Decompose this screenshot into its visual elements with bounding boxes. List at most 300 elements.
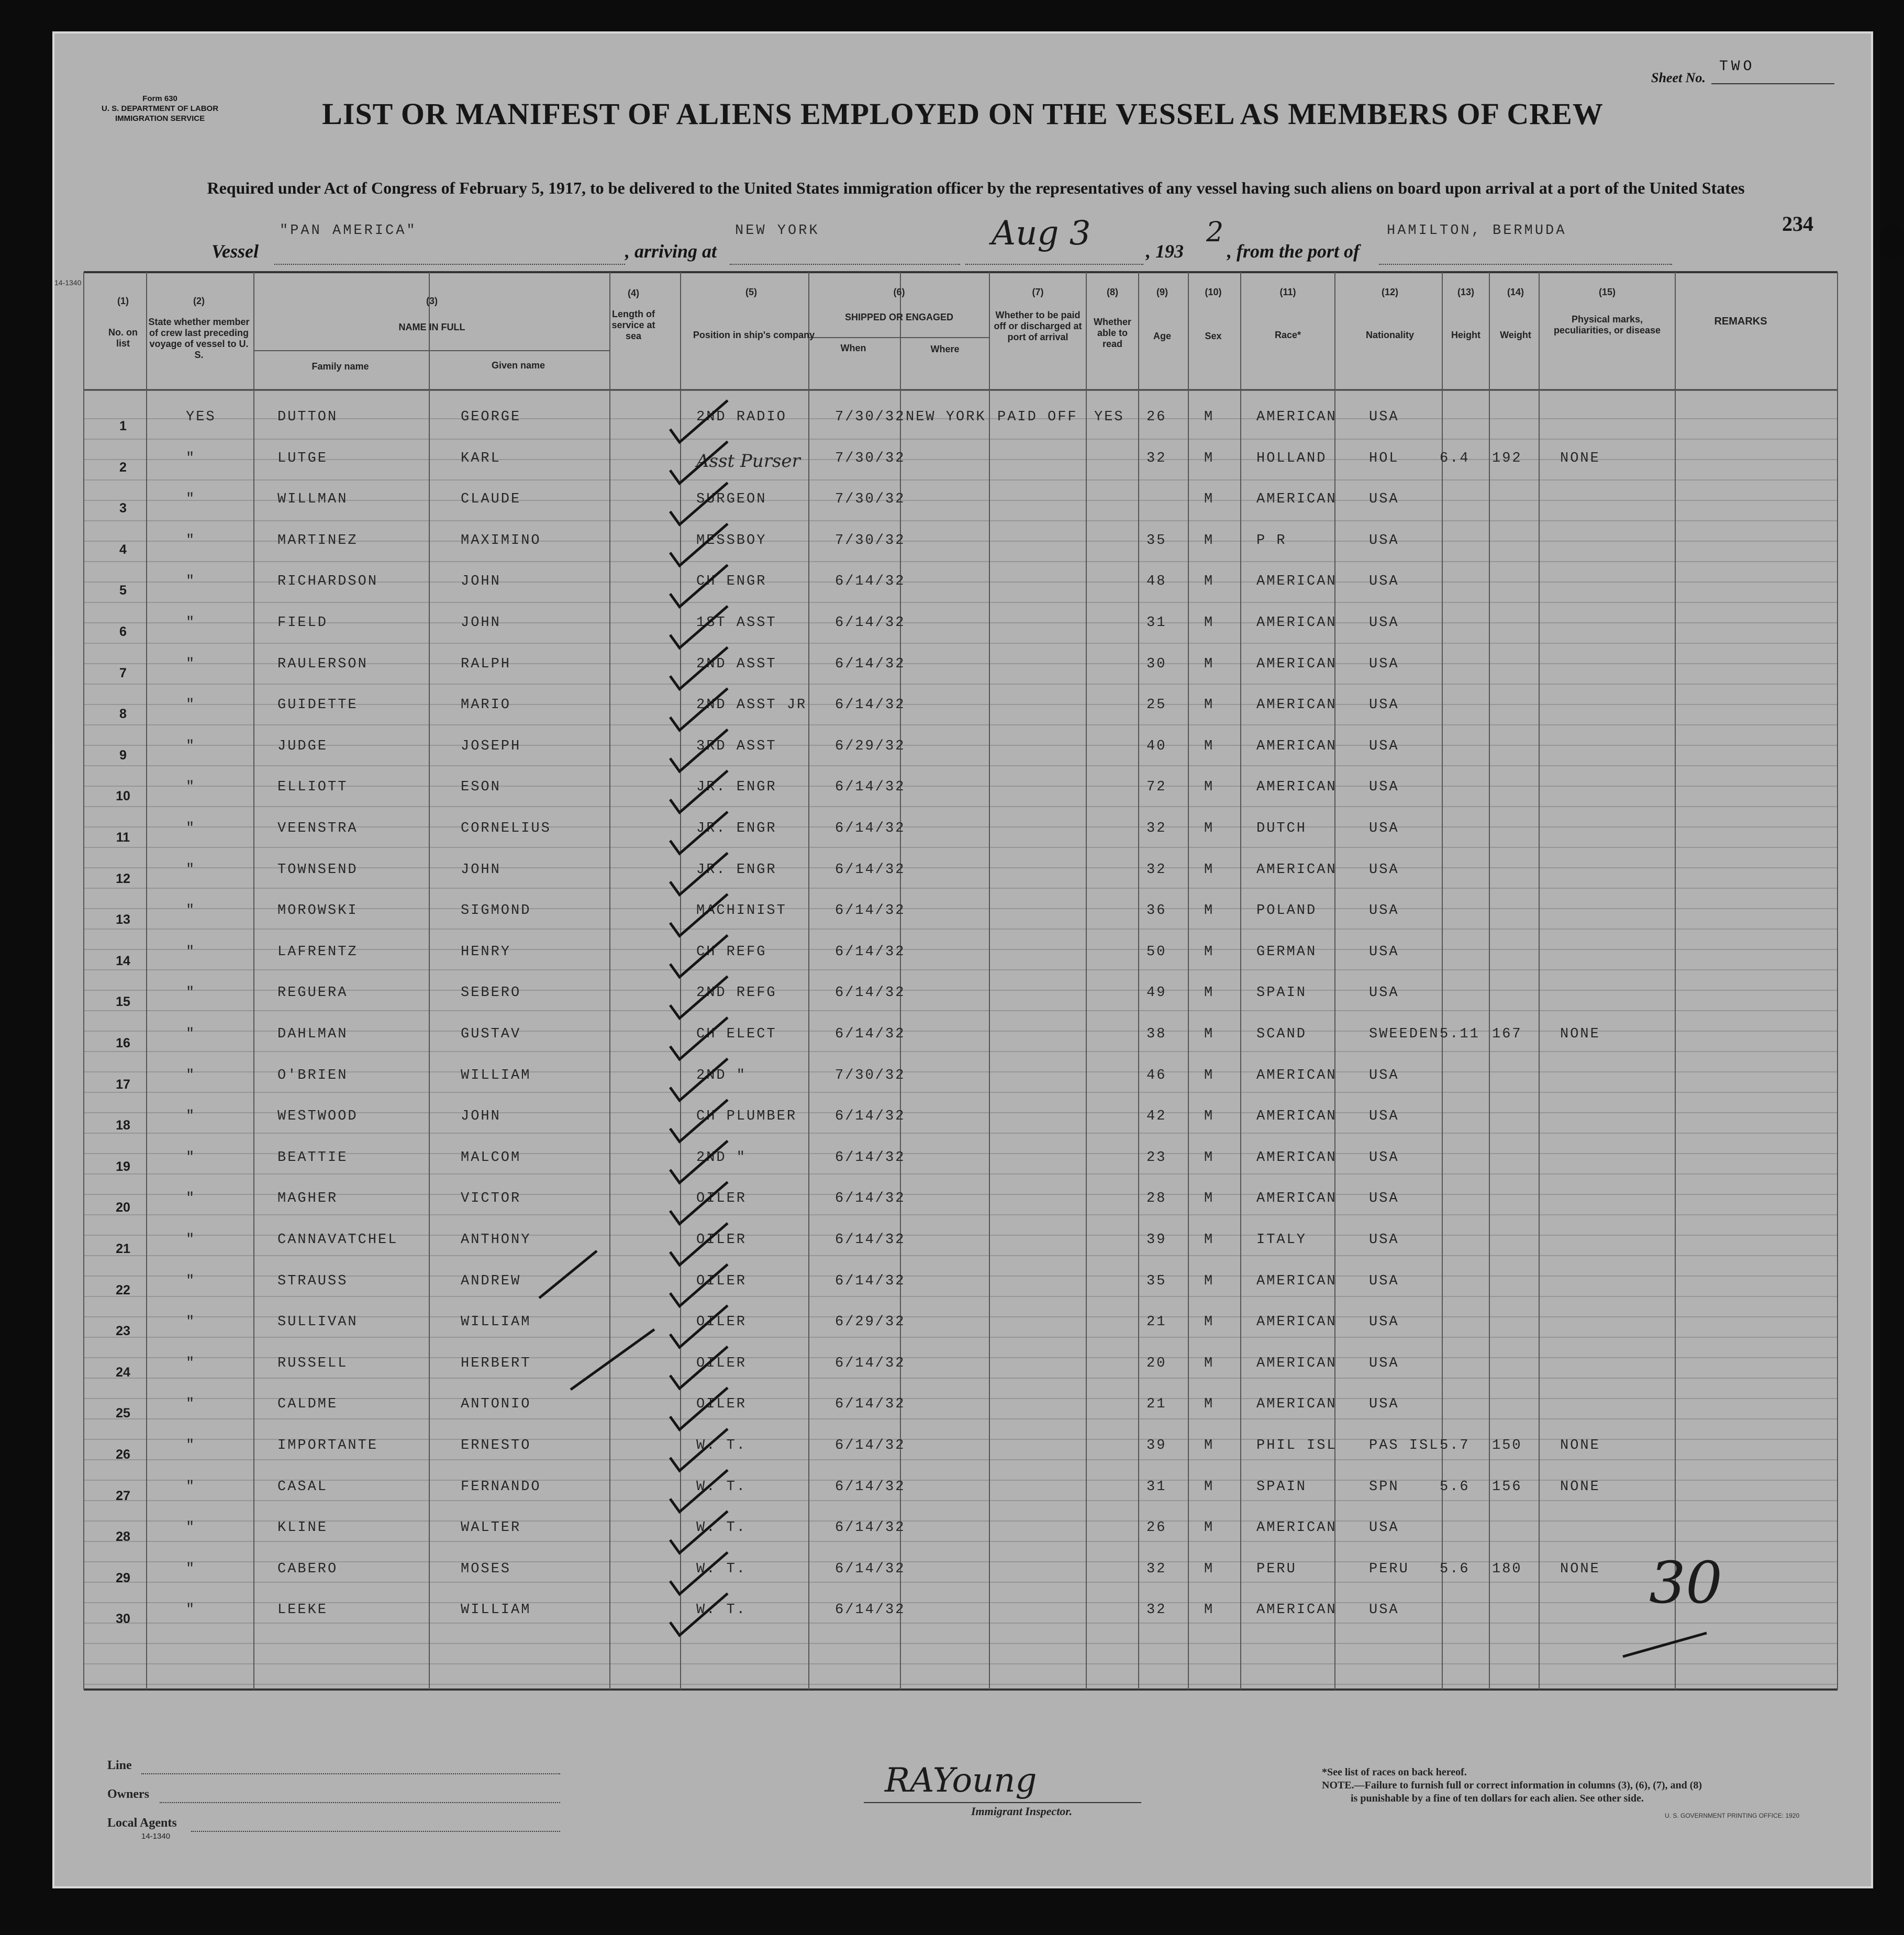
row-18-when: 6/14/32 — [835, 1109, 906, 1124]
row-check-mark — [670, 524, 728, 566]
row-24-position: OILER — [696, 1356, 747, 1371]
col-3a-header: Family name — [311, 361, 369, 372]
row-check-mark — [670, 565, 728, 607]
row-20-given: VICTOR — [461, 1191, 521, 1206]
row-11-family: VEENSTRA — [277, 821, 358, 836]
row-13-no: 13 — [116, 912, 130, 927]
row-24-when: 6/14/32 — [835, 1356, 906, 1371]
row-6-sex: M — [1204, 615, 1215, 631]
row-28-age: 26 — [1146, 1520, 1167, 1536]
row-18-sex: M — [1204, 1109, 1215, 1124]
row-28-nat: USA — [1369, 1520, 1399, 1536]
row-check-mark — [670, 1593, 728, 1635]
row-12-when: 6/14/32 — [835, 862, 906, 878]
row-11-given: CORNELIUS — [461, 821, 551, 836]
row-29-sex: M — [1204, 1561, 1215, 1577]
row-4-race: P R — [1256, 533, 1287, 549]
row-26-sex: M — [1204, 1438, 1215, 1453]
sheet-number-value: TWO — [1719, 59, 1755, 75]
row-13-nat: USA — [1369, 903, 1399, 919]
row-28-family: KLINE — [277, 1520, 328, 1536]
row-28-position: W. T. — [696, 1520, 747, 1536]
row-5-family: RICHARDSON — [277, 574, 378, 589]
row-26-when: 6/14/32 — [835, 1438, 906, 1453]
row-2-weight: 192 — [1492, 451, 1522, 466]
row-27-prev: " — [186, 1479, 196, 1495]
pen-stroke — [539, 1251, 597, 1298]
row-14-nat: USA — [1369, 944, 1399, 960]
row-24-no: 24 — [116, 1365, 130, 1380]
row-14-position: CH REFG — [696, 944, 767, 960]
row-6-when: 6/14/32 — [835, 615, 906, 631]
row-9-position: 3RD ASST — [696, 739, 777, 754]
owners-underline — [160, 1802, 560, 1803]
col-14-header: Weight — [1500, 330, 1531, 340]
row-23-position: OILER — [696, 1314, 747, 1330]
row-20-nat: USA — [1369, 1191, 1399, 1206]
row-check-mark — [670, 770, 728, 812]
signature-line — [864, 1802, 1141, 1803]
row-check-mark — [670, 606, 728, 648]
row-17-family: O'BRIEN — [277, 1068, 348, 1083]
row-24-given: HERBERT — [461, 1356, 531, 1371]
row-2-prev: " — [186, 451, 196, 466]
col-10-number: (10) — [1205, 287, 1222, 297]
row-29-weight: 180 — [1492, 1561, 1522, 1577]
row-6-prev: " — [186, 615, 196, 631]
row-22-family: STRAUSS — [277, 1273, 348, 1289]
col-2-number: (2) — [193, 296, 205, 306]
row-9-given: JOSEPH — [461, 739, 521, 754]
row-23-when: 6/29/32 — [835, 1314, 906, 1330]
row-25-sex: M — [1204, 1396, 1215, 1412]
crew-total-handwritten: 30 — [1649, 1549, 1722, 1616]
row-1-read: YES — [1094, 409, 1124, 425]
row-7-race: AMERICAN — [1256, 656, 1337, 672]
row-19-when: 6/14/32 — [835, 1150, 906, 1166]
row-check-mark — [670, 976, 728, 1018]
row-13-when: 6/14/32 — [835, 903, 906, 919]
row-28-race: AMERICAN — [1256, 1520, 1337, 1536]
row-23-nat: USA — [1369, 1314, 1399, 1330]
row-6-age: 31 — [1146, 615, 1167, 631]
row-28-when: 6/14/32 — [835, 1520, 906, 1536]
col-5-number: (5) — [745, 287, 757, 297]
row-check-mark — [670, 1100, 728, 1142]
col-6-number: (6) — [893, 287, 905, 297]
row-18-position: CH PLUMBER — [696, 1109, 797, 1124]
row-4-age: 35 — [1146, 533, 1167, 549]
row-17-when: 7/30/32 — [835, 1068, 906, 1083]
row-5-age: 48 — [1146, 574, 1167, 589]
row-check-mark — [670, 1017, 728, 1059]
vessel-name: "PAN AMERICA" — [280, 223, 417, 239]
row-2-height: 6.4 — [1440, 451, 1470, 466]
row-9-age: 40 — [1146, 739, 1167, 754]
row-22-no: 22 — [116, 1283, 130, 1298]
row-17-nat: USA — [1369, 1068, 1399, 1083]
row-5-sex: M — [1204, 574, 1215, 589]
row-15-when: 6/14/32 — [835, 985, 906, 1001]
row-10-given: ESON — [461, 779, 501, 795]
row-26-marks: NONE — [1560, 1438, 1600, 1453]
row-17-prev: " — [186, 1068, 196, 1083]
row-14-age: 50 — [1146, 944, 1167, 960]
line-underline — [141, 1773, 560, 1774]
row-8-prev: " — [186, 697, 196, 713]
row-14-no: 14 — [116, 954, 130, 968]
row-22-given: ANDREW — [461, 1273, 521, 1289]
row-17-position: 2ND " — [696, 1068, 747, 1083]
row-13-sex: M — [1204, 903, 1215, 919]
row-8-race: AMERICAN — [1256, 697, 1337, 713]
row-12-family: TOWNSEND — [277, 862, 358, 878]
col-11-number: (11) — [1279, 287, 1296, 297]
row-28-no: 28 — [116, 1529, 130, 1544]
row-2-position: Asst Purser — [696, 451, 800, 472]
row-9-no: 9 — [119, 748, 127, 763]
row-check-mark — [670, 400, 728, 442]
row-26-weight: 150 — [1492, 1438, 1522, 1453]
row-26-no: 26 — [116, 1447, 130, 1462]
row-23-given: WILLIAM — [461, 1314, 531, 1330]
row-27-position: W. T. — [696, 1479, 747, 1495]
row-14-prev: " — [186, 944, 196, 960]
row-7-no: 7 — [119, 666, 127, 680]
row-9-family: JUDGE — [277, 739, 328, 754]
sheet-number-label: Sheet No. — [1651, 70, 1706, 85]
row-check-mark — [670, 483, 728, 524]
row-15-family: REGUERA — [277, 985, 348, 1001]
row-29-position: W. T. — [696, 1561, 747, 1577]
row-16-given: GUSTAV — [461, 1026, 521, 1042]
row-5-when: 6/14/32 — [835, 574, 906, 589]
row-8-family: GUIDETTE — [277, 697, 358, 713]
col-3b-header: Given name — [491, 360, 545, 371]
row-8-when: 6/14/32 — [835, 697, 906, 713]
row-9-nat: USA — [1369, 739, 1399, 754]
row-25-no: 25 — [116, 1406, 130, 1421]
row-6-position: 1ST ASST — [696, 615, 777, 631]
row-25-family: CALDME — [277, 1396, 338, 1412]
row-check-mark — [670, 1223, 728, 1265]
row-2-sex: M — [1204, 451, 1215, 466]
row-11-nat: USA — [1369, 821, 1399, 836]
row-23-race: AMERICAN — [1256, 1314, 1337, 1330]
row-3-given: CLAUDE — [461, 491, 521, 507]
row-24-prev: " — [186, 1356, 196, 1371]
row-16-race: SCAND — [1256, 1026, 1307, 1042]
row-1-when: 7/30/32 — [835, 409, 906, 425]
row-25-when: 6/14/32 — [835, 1396, 906, 1412]
row-1-age: 26 — [1146, 409, 1167, 425]
year-prefix: , 193 — [1146, 241, 1184, 262]
col-6b-header: Where — [930, 344, 960, 354]
row-21-no: 21 — [116, 1241, 130, 1256]
col-5-header: Position in ship's company — [693, 330, 815, 340]
row-19-nat: USA — [1369, 1150, 1399, 1166]
row-3-position: SURGEON — [696, 491, 767, 507]
row-21-position: OILER — [696, 1232, 747, 1248]
row-12-position: JR. ENGR — [696, 862, 777, 878]
row-16-age: 38 — [1146, 1026, 1167, 1042]
row-11-prev: " — [186, 821, 196, 836]
row-19-sex: M — [1204, 1150, 1215, 1166]
row-1-sex: M — [1204, 409, 1215, 425]
row-24-family: RUSSELL — [277, 1356, 348, 1371]
row-20-family: MAGHER — [277, 1191, 338, 1206]
row-30-prev: " — [186, 1602, 196, 1618]
row-19-given: MALCOM — [461, 1150, 521, 1166]
row-2-nat: HOL — [1369, 451, 1399, 466]
row-23-no: 23 — [116, 1324, 130, 1338]
row-10-family: ELLIOTT — [277, 779, 348, 795]
from-port: HAMILTON, BERMUDA — [1387, 223, 1567, 239]
row-10-position: JR. ENGR — [696, 779, 777, 795]
row-23-sex: M — [1204, 1314, 1215, 1330]
row-27-age: 31 — [1146, 1479, 1167, 1495]
row-26-race: PHIL ISL — [1256, 1438, 1337, 1453]
row-2-marks: NONE — [1560, 451, 1600, 466]
row-13-race: POLAND — [1256, 903, 1317, 919]
row-8-position: 2ND ASST JR — [696, 697, 807, 713]
row-10-no: 10 — [116, 789, 130, 803]
col-14-number: (14) — [1507, 287, 1524, 297]
row-29-family: CABERO — [277, 1561, 338, 1577]
row-17-sex: M — [1204, 1068, 1215, 1083]
row-27-no: 27 — [116, 1489, 130, 1503]
row-23-prev: " — [186, 1314, 196, 1330]
row-4-nat: USA — [1369, 533, 1399, 549]
document-subtitle: Required under Act of Congress of February 5, 1917, to be delivered to the United States immigration officer by the representatives of any vessel having such aliens on board upon arrival at a port of the United States — [207, 178, 1745, 197]
row-16-nat: SWEEDEN — [1369, 1026, 1440, 1042]
row-check-mark — [670, 442, 728, 484]
row-12-sex: M — [1204, 862, 1215, 878]
row-6-given: JOHN — [461, 615, 501, 631]
col-15-number: (15) — [1598, 287, 1616, 297]
col-4-number: (4) — [628, 288, 639, 298]
row-24-race: AMERICAN — [1256, 1356, 1337, 1371]
row-29-no: 29 — [116, 1571, 130, 1585]
arriving-port: NEW YORK — [735, 223, 820, 239]
row-12-race: AMERICAN — [1256, 862, 1337, 878]
row-5-given: JOHN — [461, 574, 501, 589]
row-17-race: AMERICAN — [1256, 1068, 1337, 1083]
col-3-header: NAME IN FULL — [398, 322, 465, 332]
row-13-prev: " — [186, 903, 196, 919]
row-26-nat: PAS ISL — [1369, 1438, 1440, 1453]
row-21-when: 6/14/32 — [835, 1232, 906, 1248]
row-18-given: JOHN — [461, 1109, 501, 1124]
row-check-mark — [670, 853, 728, 895]
row-27-weight: 156 — [1492, 1479, 1522, 1495]
row-18-no: 18 — [116, 1118, 130, 1133]
row-21-prev: " — [186, 1232, 196, 1248]
row-3-family: WILLMAN — [277, 491, 348, 507]
row-28-prev: " — [186, 1520, 196, 1536]
from-port-label: , from the port of — [1227, 241, 1360, 262]
row-27-sex: M — [1204, 1479, 1215, 1495]
col-7-number: (7) — [1032, 287, 1044, 297]
col-11-header: Race* — [1274, 330, 1301, 340]
row-4-given: MAXIMINO — [461, 533, 541, 549]
row-15-sex: M — [1204, 985, 1215, 1001]
row-12-prev: " — [186, 862, 196, 878]
row-check-mark — [670, 812, 728, 854]
footer-line-label: Line — [107, 1759, 132, 1772]
row-20-prev: " — [186, 1191, 196, 1206]
row-16-when: 6/14/32 — [835, 1026, 906, 1042]
row-23-family: SULLIVAN — [277, 1314, 358, 1330]
service-name: IMMIGRATION SERVICE — [115, 114, 205, 123]
col-6-header: SHIPPED OR ENGAGED — [844, 312, 954, 322]
row-29-height: 5.6 — [1440, 1561, 1470, 1577]
row-22-position: OILER — [696, 1273, 747, 1289]
row-14-sex: M — [1204, 944, 1215, 960]
row-check-mark — [670, 647, 728, 689]
row-17-no: 17 — [116, 1077, 130, 1092]
row-1-family: DUTTON — [277, 409, 338, 425]
row-24-age: 20 — [1146, 1356, 1167, 1371]
row-11-age: 32 — [1146, 821, 1167, 836]
row-19-age: 23 — [1146, 1150, 1167, 1166]
form-number: Form 630 — [142, 94, 177, 103]
row-3-prev: " — [186, 491, 196, 507]
row-1-prev: YES — [186, 409, 216, 425]
row-5-nat: USA — [1369, 574, 1399, 589]
row-8-nat: USA — [1369, 697, 1399, 713]
row-2-race: HOLLAND — [1256, 451, 1327, 466]
row-15-age: 49 — [1146, 985, 1167, 1001]
col-8-header: Whether able to read — [1094, 317, 1131, 349]
col-12-number: (12) — [1381, 287, 1398, 297]
row-30-nat: USA — [1369, 1602, 1399, 1618]
row-7-given: RALPH — [461, 656, 511, 672]
row-11-no: 11 — [116, 830, 130, 845]
row-check-mark — [670, 1429, 728, 1471]
agents-underline — [191, 1831, 560, 1832]
col-7-header: Whether to be paid off or discharged at port of arrival — [994, 310, 1082, 342]
row-27-given: FERNANDO — [461, 1479, 541, 1495]
row-2-family: LUTGE — [277, 451, 328, 466]
row-13-family: MOROWSKI — [277, 903, 358, 919]
row-17-given: WILLIAM — [461, 1068, 531, 1083]
row-26-family: IMPORTANTE — [277, 1438, 378, 1453]
row-7-prev: " — [186, 656, 196, 672]
col-16-header: REMARKS — [1714, 316, 1767, 327]
row-30-position: W. T. — [696, 1602, 747, 1618]
row-20-position: OILER — [696, 1191, 747, 1206]
row-7-position: 2ND ASST — [696, 656, 777, 672]
row-5-no: 5 — [119, 583, 127, 598]
row-19-position: 2ND " — [696, 1150, 747, 1166]
row-22-sex: M — [1204, 1273, 1215, 1289]
row-check-mark — [670, 688, 728, 730]
row-12-nat: USA — [1369, 862, 1399, 878]
row-check-mark — [670, 1347, 728, 1389]
row-16-height: 5.11 — [1440, 1026, 1480, 1042]
row-11-when: 6/14/32 — [835, 821, 906, 836]
row-27-family: CASAL — [277, 1479, 328, 1495]
row-20-age: 28 — [1146, 1191, 1167, 1206]
row-2-given: KARL — [461, 451, 501, 466]
row-3-nat: USA — [1369, 491, 1399, 507]
row-25-position: OILER — [696, 1396, 747, 1412]
row-12-no: 12 — [116, 871, 130, 886]
row-18-family: WESTWOOD — [277, 1109, 358, 1124]
row-19-family: BEATTIE — [277, 1150, 348, 1166]
row-10-age: 72 — [1146, 779, 1167, 795]
row-14-family: LAFRENTZ — [277, 944, 358, 960]
row-3-when: 7/30/32 — [835, 491, 906, 507]
row-4-family: MARTINEZ — [277, 533, 358, 549]
row-6-no: 6 — [119, 624, 127, 639]
row-7-when: 6/14/32 — [835, 656, 906, 672]
row-10-sex: M — [1204, 779, 1215, 795]
row-30-no: 30 — [116, 1612, 130, 1626]
row-1-where: NEW YORK — [906, 409, 986, 425]
row-8-given: MARIO — [461, 697, 511, 713]
row-11-race: DUTCH — [1256, 821, 1307, 836]
inspector-label: Immigrant Inspector. — [971, 1805, 1073, 1818]
row-21-family: CANNAVATCHEL — [277, 1232, 398, 1248]
department-name: U. S. DEPARTMENT OF LABOR — [102, 104, 219, 113]
footer-note-races: *See list of races on back hereof. — [1322, 1766, 1467, 1778]
row-7-family: RAULERSON — [277, 656, 368, 672]
row-10-nat: USA — [1369, 779, 1399, 795]
row-22-race: AMERICAN — [1256, 1273, 1337, 1289]
row-6-family: FIELD — [277, 615, 328, 631]
row-27-race: SPAIN — [1256, 1479, 1307, 1495]
col-9-header: Age — [1153, 331, 1171, 341]
pen-stroke — [571, 1329, 654, 1390]
row-22-when: 6/14/32 — [835, 1273, 906, 1289]
row-14-when: 6/14/32 — [835, 944, 906, 960]
col-3-number: (3) — [426, 296, 438, 306]
row-24-nat: USA — [1369, 1356, 1399, 1371]
printer-imprint: U. S. GOVERNMENT PRINTING OFFICE: 1920 — [1665, 1812, 1800, 1819]
inspector-signature: RAYoung — [885, 1761, 1037, 1800]
row-1-given: GEORGE — [461, 409, 521, 425]
row-11-position: JR. ENGR — [696, 821, 777, 836]
col-4-header: Length of service at sea — [611, 309, 655, 341]
row-21-race: ITALY — [1256, 1232, 1307, 1248]
row-16-position: CH ELECT — [696, 1026, 777, 1042]
row-3-sex: M — [1204, 491, 1215, 507]
row-5-position: CH ENGR — [696, 574, 767, 589]
row-check-mark — [670, 1511, 728, 1553]
row-21-age: 39 — [1146, 1232, 1167, 1248]
row-check-mark — [670, 1182, 728, 1224]
row-6-race: AMERICAN — [1256, 615, 1337, 631]
row-30-when: 6/14/32 — [835, 1602, 906, 1618]
row-check-mark — [670, 935, 728, 977]
row-9-prev: " — [186, 739, 196, 754]
row-20-race: AMERICAN — [1256, 1191, 1337, 1206]
col-9-number: (9) — [1156, 287, 1168, 297]
vessel-label: Vessel — [211, 241, 259, 262]
row-14-race: GERMAN — [1256, 944, 1317, 960]
col-1-number: (1) — [117, 296, 129, 306]
row-29-when: 6/14/32 — [835, 1561, 906, 1577]
row-29-nat: PERU — [1369, 1561, 1409, 1577]
row-7-sex: M — [1204, 656, 1215, 672]
row-12-age: 32 — [1146, 862, 1167, 878]
row-8-no: 8 — [119, 707, 127, 721]
form-code: 14-1340 — [54, 278, 82, 287]
row-22-nat: USA — [1369, 1273, 1399, 1289]
row-7-nat: USA — [1369, 656, 1399, 672]
